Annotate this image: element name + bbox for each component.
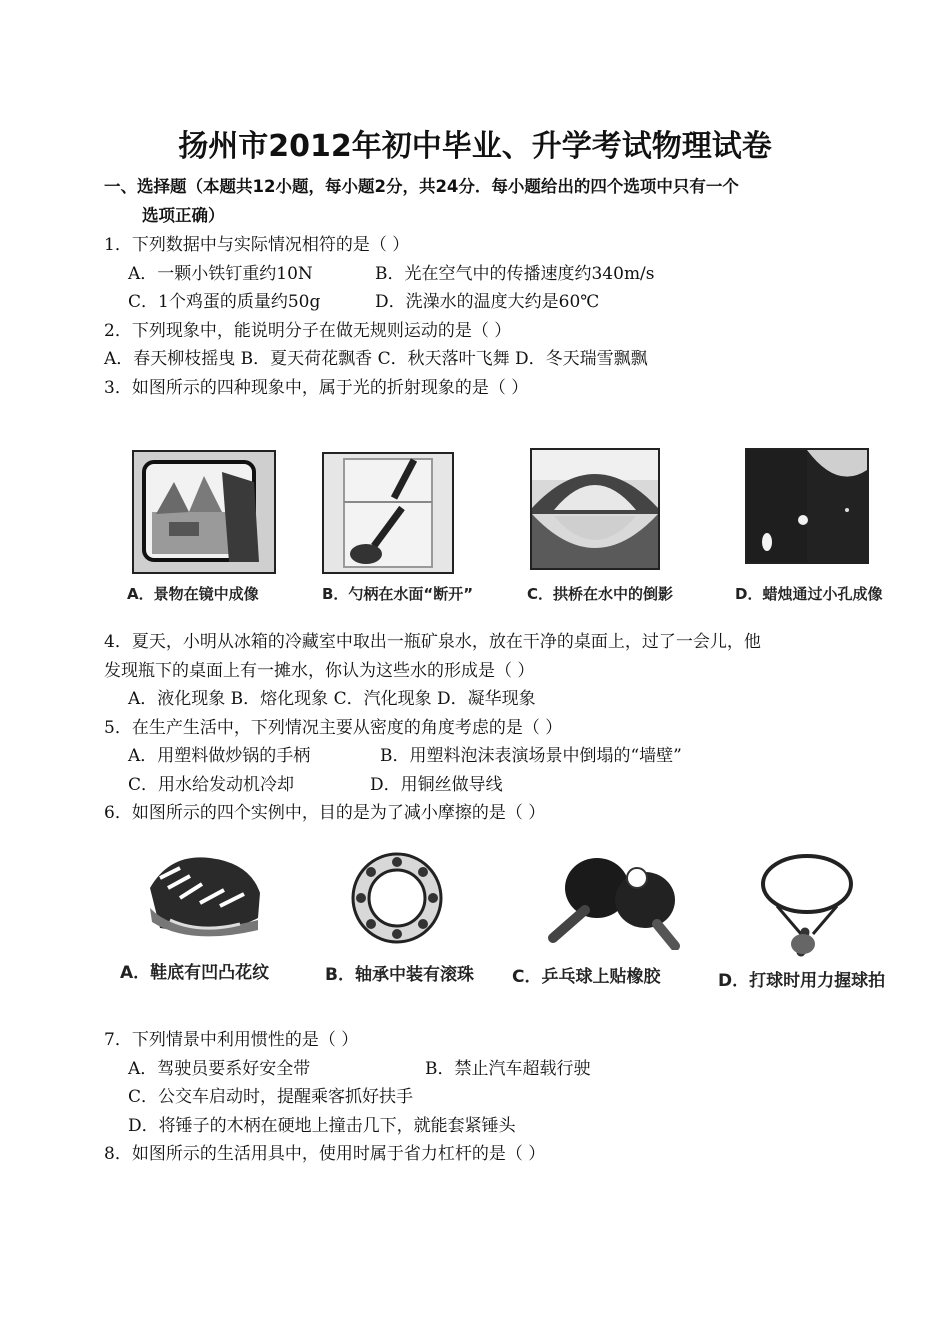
question-1-option-a: A．一颗小铁钉重约10N xyxy=(128,264,313,284)
bridge-illustration xyxy=(532,450,658,568)
question-5-option-d: D．用铜丝做导线 xyxy=(370,775,503,795)
candle-photo xyxy=(745,448,869,564)
question-5-stem: 5．在生产生活中，下列情况主要从密度的角度考虑的是（ ） xyxy=(104,718,563,738)
question-4-stem: 4．夏天，小明从冰箱的冷藏室中取出一瓶矿泉水，放在干净的桌面上，过了一会儿，他 xyxy=(104,632,761,652)
figure-caption-d: D．蜡烛通过小孔成像 xyxy=(735,585,883,603)
question-7-option-b: B．禁止汽车超载行驶 xyxy=(425,1059,591,1079)
question-7-option-c: C．公交车启动时，提醒乘客抓好扶手 xyxy=(128,1087,414,1107)
question-2-stem: 2．下列现象中，能说明分子在做无规则运动的是（ ） xyxy=(104,321,512,341)
question-3-stem: 3．如图所示的四种现象中，属于光的折射现象的是（ ） xyxy=(104,378,529,398)
question-2-options: A．春天柳枝摇曳 B．夏天荷花飘香 C．秋天落叶飞舞 D．冬天瑞雪飘飘 xyxy=(104,349,648,369)
spoon-photo xyxy=(322,452,454,574)
figure-caption-c: C．拱桥在水中的倒影 xyxy=(527,585,674,603)
question-7-stem: 7．下列情景中利用惯性的是（ ） xyxy=(104,1030,359,1050)
section-heading-continued: 选项正确） xyxy=(142,206,225,225)
exam-title: 扬州市2012年初中毕业、升学考试物理试卷 xyxy=(178,129,772,164)
section-heading: 一、选择题（本题共12小题，每小题2分，共24分．每小题给出的四个选项中只有一个 xyxy=(104,177,739,196)
figure-caption-b: B．轴承中装有滚珠 xyxy=(325,965,474,985)
figure-caption-b: B．勺柄在水面“断开” xyxy=(322,585,474,603)
candle-illustration xyxy=(747,450,867,562)
question-1-option-b: B．光在空气中的传播速度约340m/s xyxy=(375,264,655,284)
question-4-stem-continued: 发现瓶下的桌面上有一摊水，你认为这些水的形成是（ ） xyxy=(104,661,535,681)
question-5-option-b: B．用塑料泡沫表演场景中倒塌的“墙壁” xyxy=(380,746,682,766)
question-7-option-a: A．驾驶员要系好安全带 xyxy=(128,1059,311,1079)
figure-caption-c: C．乒乓球上贴橡胶 xyxy=(512,967,661,987)
question-6-stem: 6．如图所示的四个实例中，目的是为了减小摩擦的是（ ） xyxy=(104,803,546,823)
bridge-photo xyxy=(530,448,660,570)
ping-pong-paddles-illustration xyxy=(545,850,695,950)
question-1-option-c: C．1个鸡蛋的质量约50g xyxy=(128,292,321,312)
figure-caption-a: A．景物在镜中成像 xyxy=(127,585,259,603)
mirror-illustration xyxy=(134,452,274,572)
figure-caption-a: A．鞋底有凹凸花纹 xyxy=(120,963,270,983)
question-4-options: A．液化现象 B．熔化现象 C．汽化现象 D．凝华现象 xyxy=(128,689,536,709)
question-1-option-d: D．洗澡水的温度大约是60℃ xyxy=(375,292,600,312)
question-5-option-c: C．用水给发动机冷却 xyxy=(128,775,295,795)
question-8-stem: 8．如图所示的生活用具中，使用时属于省力杠杆的是（ ） xyxy=(104,1144,546,1164)
figure-caption-d: D．打球时用力握球拍 xyxy=(718,971,886,991)
shoe-illustration xyxy=(140,848,270,943)
question-7-option-d: D．将锤子的木柄在硬地上撞击几下，就能套紧锤头 xyxy=(128,1116,516,1136)
mirror-photo xyxy=(132,450,276,574)
bearing-illustration xyxy=(347,848,447,948)
question-1-stem: 1．下列数据中与实际情况相符的是（ ） xyxy=(104,235,410,255)
question-5-option-a: A．用塑料做炒锅的手柄 xyxy=(128,746,311,766)
tennis-racket-illustration xyxy=(757,852,857,960)
spoon-illustration xyxy=(324,454,452,572)
